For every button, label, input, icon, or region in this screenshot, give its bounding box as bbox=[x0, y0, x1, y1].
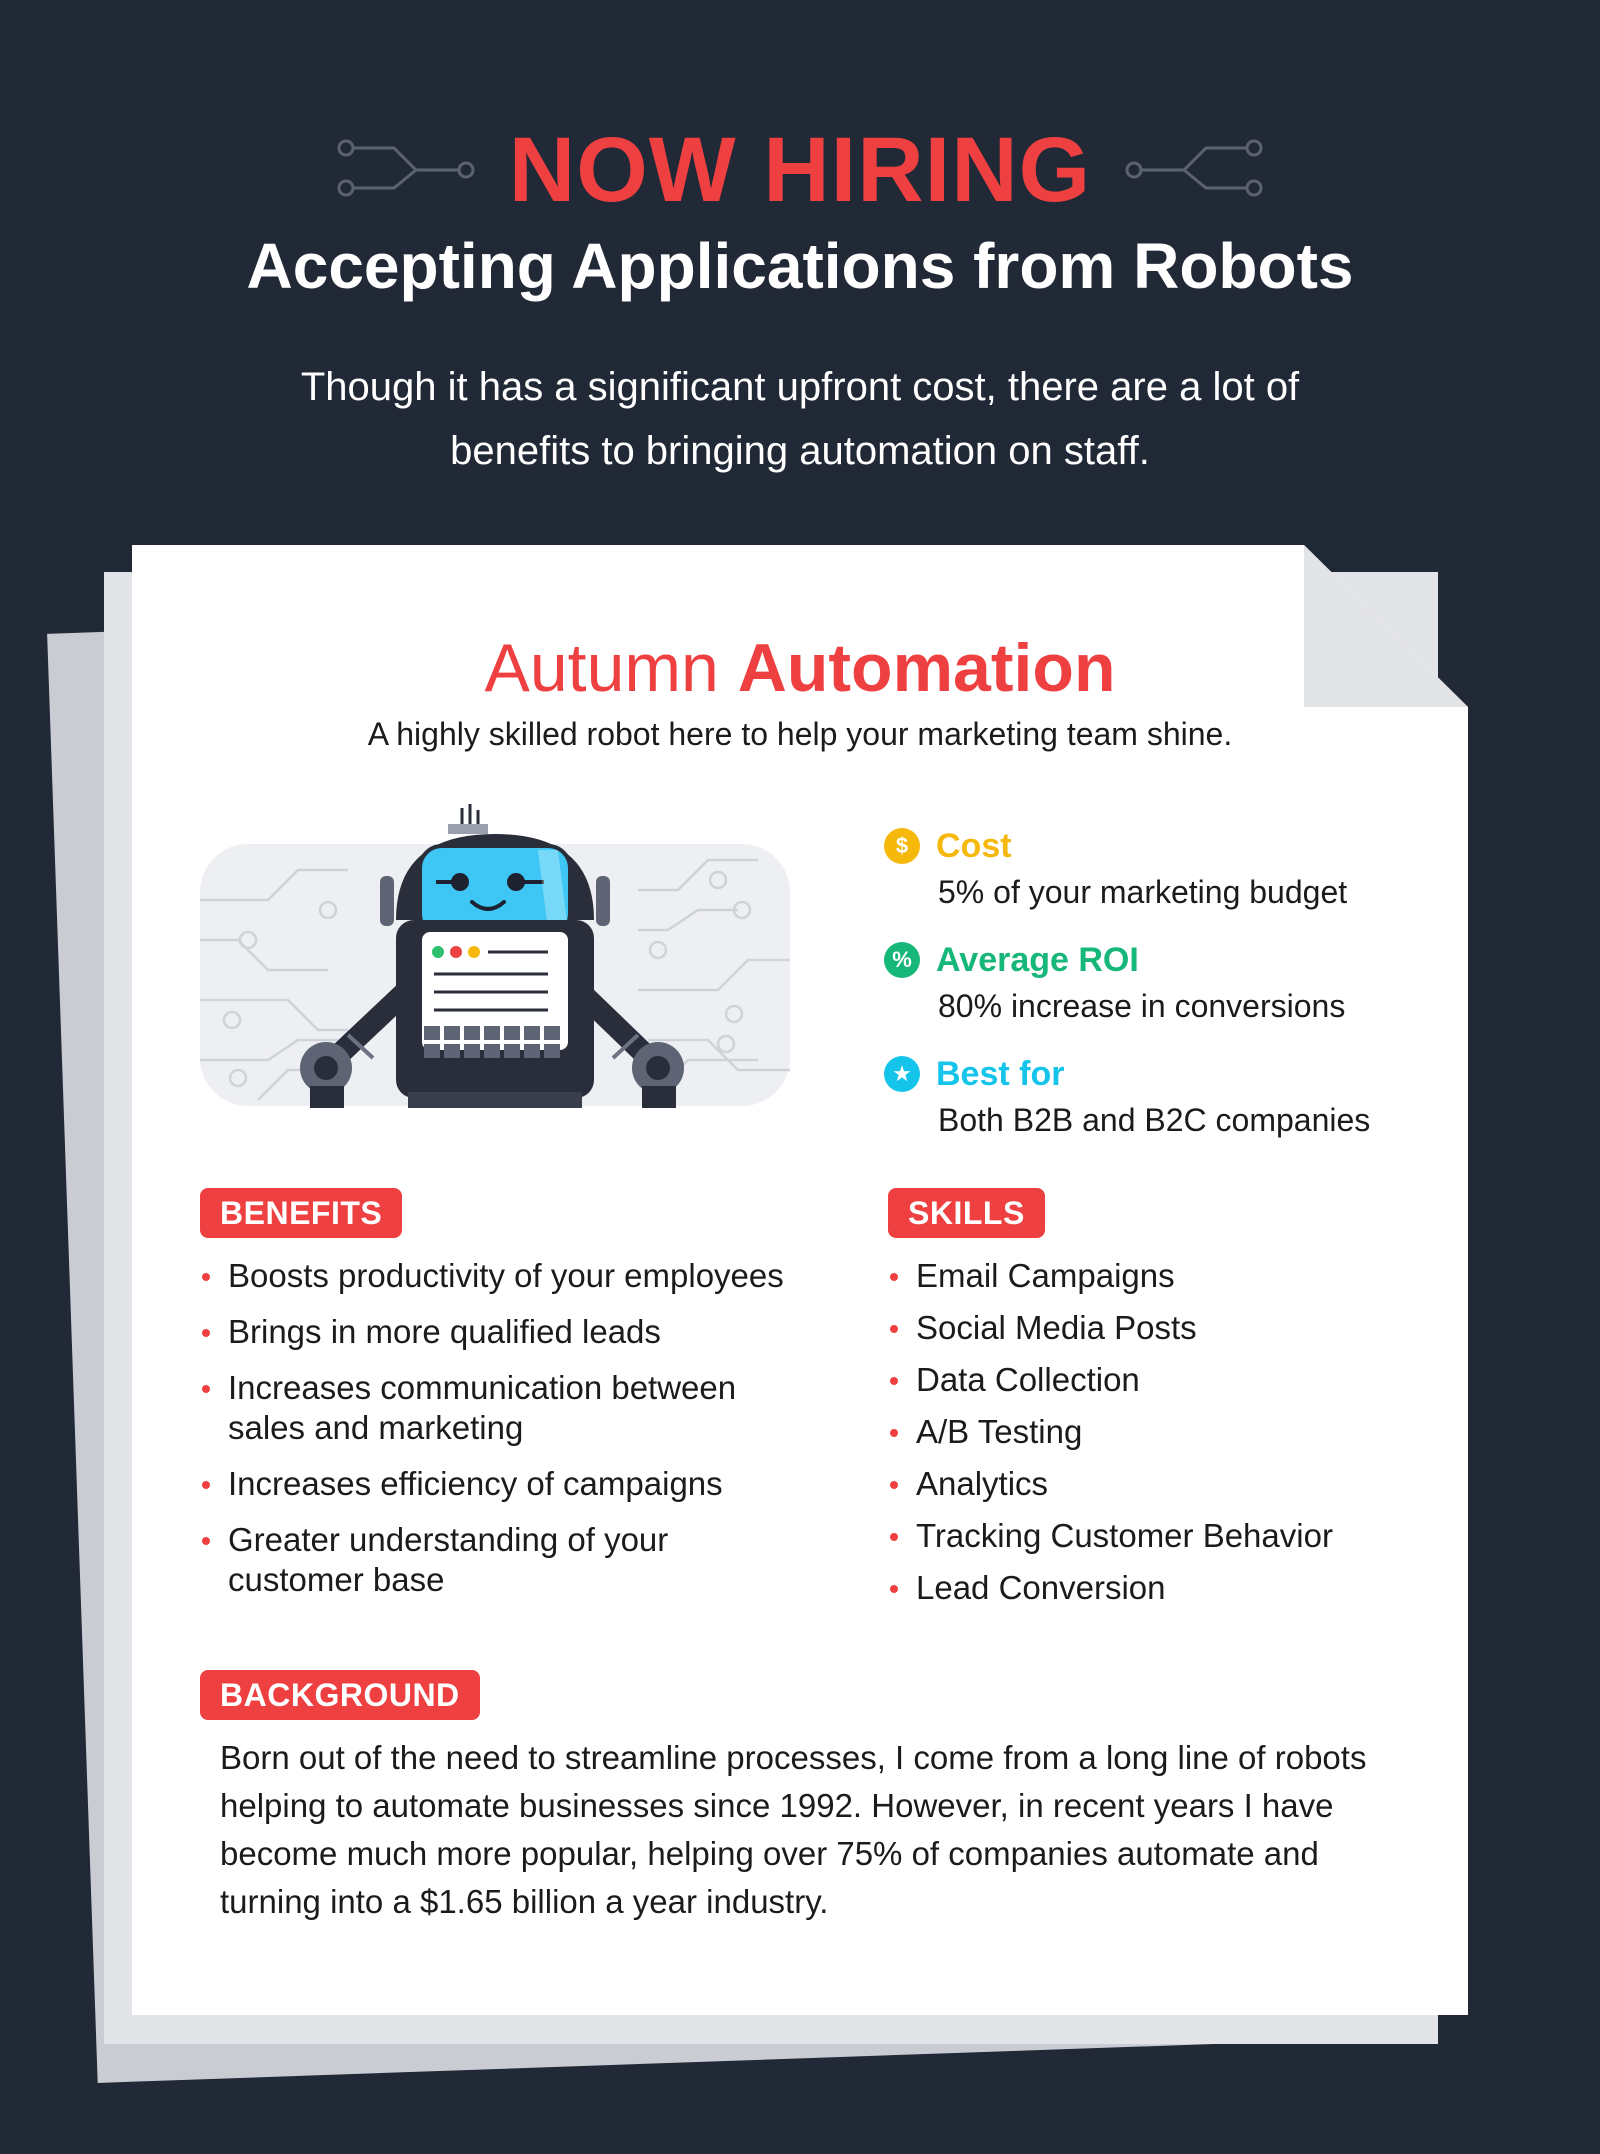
skills-list bbox=[888, 1256, 1428, 1620]
fact-average-roi bbox=[884, 936, 1444, 1028]
background-text: Born out of the need to streamline processes, I come from a long line of robots helping to automate businesses since 1992. However, in recent years I have become much more popular, helping over 75% of companies automate and turning into a $1.65 billion a year industry. bbox=[220, 1739, 1367, 1920]
star-icon: ★ bbox=[884, 1056, 920, 1092]
robot-tagline: A highly skilled robot here to help your marketing team shine. bbox=[367, 716, 1233, 752]
background-heading: BACKGROUND bbox=[200, 1670, 480, 1720]
page-subtitle: Accepting Applications from Robots bbox=[246, 230, 1354, 302]
fact-value: 80% increase in conversions bbox=[938, 988, 1346, 1024]
list-item: Email Campaigns bbox=[888, 1256, 1428, 1296]
list-item: Greater understanding of your customer base bbox=[200, 1520, 760, 1600]
robot-first-name: Autumn bbox=[484, 630, 719, 706]
intro-text: Though it has a significant upfront cost, there are a lot of benefits to bringing automation on staff. bbox=[300, 365, 1300, 473]
percent-icon: % bbox=[884, 942, 920, 978]
robot-facts bbox=[884, 822, 1444, 1164]
list-item: Lead Conversion bbox=[888, 1568, 1428, 1608]
list-item: Increases communication between sales and marketing bbox=[200, 1368, 800, 1448]
robot-name bbox=[132, 628, 1468, 708]
page-title: NOW HIRING bbox=[508, 119, 1092, 221]
list-item: Boosts productivity of your employees bbox=[200, 1256, 860, 1296]
fact-label: Best for bbox=[936, 1054, 1065, 1093]
list-item: A/B Testing bbox=[888, 1412, 1428, 1452]
fact-value: Both B2B and B2C companies bbox=[938, 1102, 1371, 1138]
fact-label: Average ROI bbox=[936, 940, 1139, 979]
fact-label: Cost bbox=[936, 826, 1012, 865]
circuit-right-icon bbox=[1124, 138, 1264, 198]
robot-illustration bbox=[198, 800, 792, 1108]
list-item: Data Collection bbox=[888, 1360, 1428, 1400]
list-item: Analytics bbox=[888, 1464, 1428, 1504]
list-item: Social Media Posts bbox=[888, 1308, 1428, 1348]
list-item: Tracking Customer Behavior bbox=[888, 1516, 1428, 1556]
benefits-heading: BENEFITS bbox=[200, 1188, 402, 1238]
list-item: Increases efficiency of campaigns bbox=[200, 1464, 860, 1504]
robot-last-name: Automation bbox=[737, 630, 1116, 706]
benefits-list bbox=[200, 1256, 860, 1616]
skills-heading: SKILLS bbox=[888, 1188, 1045, 1238]
fact-cost bbox=[884, 822, 1444, 914]
fact-value: 5% of your marketing budget bbox=[938, 874, 1348, 910]
dollar-icon: $ bbox=[884, 828, 920, 864]
fact-best-for bbox=[884, 1050, 1444, 1142]
list-item: Brings in more qualified leads bbox=[200, 1312, 860, 1352]
